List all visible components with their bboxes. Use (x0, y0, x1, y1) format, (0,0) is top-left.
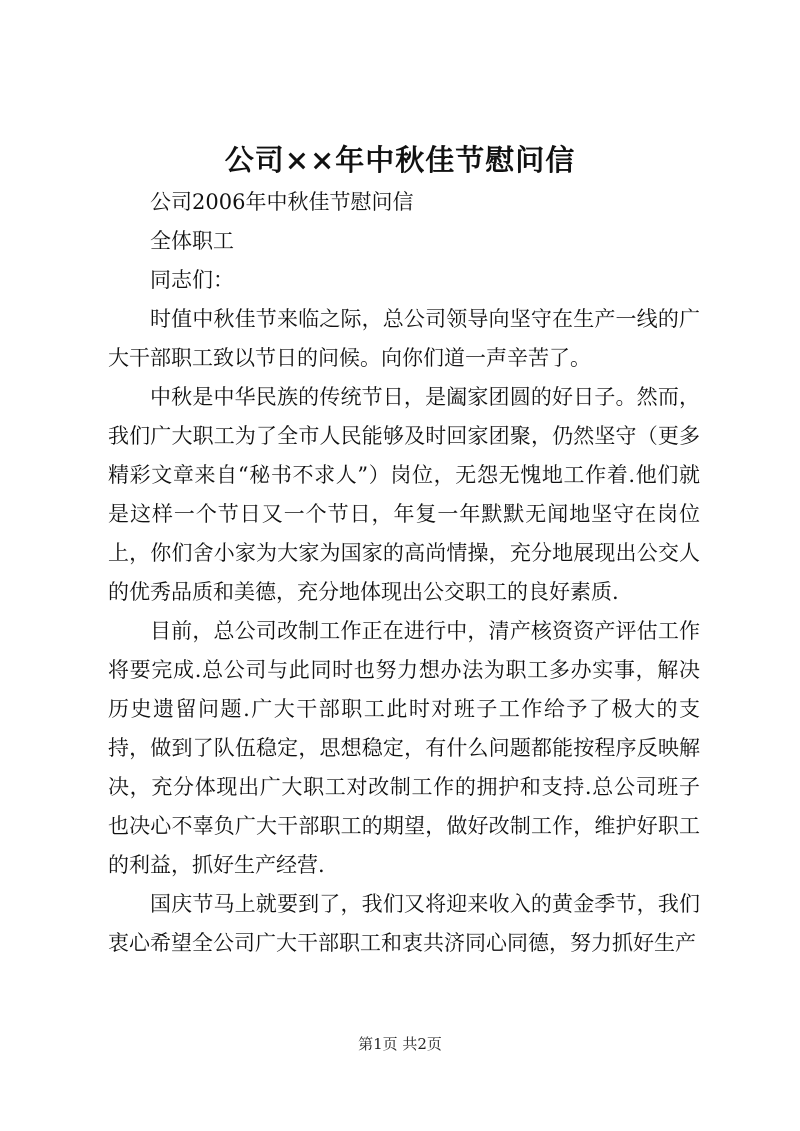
paragraph: 目前，总公司改制工作正在进行中，清产核资资产评估工作将要完成.总公司与此同时也努力想办法为职工多办实事，解决历史遗留问题.广大干部职工此时对班子工作给予了极大的支持，做到了队伍稳定，思想稳定，有什么问题都能按程序反映解决，充分体现出广大职工对改制工作的拥护和支持.总公司班子也决心不辜负广大干部职工的期望，做好改制工作，维护好职工的利益，抓好生产经营. (108, 619, 700, 877)
paragraph: 时值中秋佳节来临之际，总公司领导向坚守在生产一线的广大干部职工致以节日的问候。向你们道一声辛苦了。 (108, 307, 700, 370)
page-number-footer: 第1页 共2页 (358, 1035, 442, 1053)
paragraph-recipient: 全体职工 (150, 229, 234, 253)
paragraph-salutation: 同志们： (150, 268, 234, 292)
paragraph: 中秋是中华民族的传统节日，是阖家团圆的好日子。然而，我们广大职工为了全市人民能够及时回家团聚，仍然坚守（更多精彩文章来自“秘书不求人”）岗位，无怨无愧地工作着.他们就是这样一个节日又一个节日，年复一年默默无闻地坚守在岗位上，你们舍小家为大家为国家的高尚情操，充分地展现出公交人的优秀品质和美德，充分地体现出公交职工的良好素质. (108, 385, 700, 604)
document-body (108, 183, 700, 963)
paragraph: 国庆节马上就要到了，我们又将迎来收入的黄金季节，我们衷心希望全公司广大干部职工和衷共济同心同德，努力抓好生产 (108, 892, 700, 955)
paragraph-subtitle: 公司2006年中秋佳节慰问信 (150, 190, 414, 214)
document-title: 公司××年中秋佳节慰问信 (224, 143, 576, 177)
